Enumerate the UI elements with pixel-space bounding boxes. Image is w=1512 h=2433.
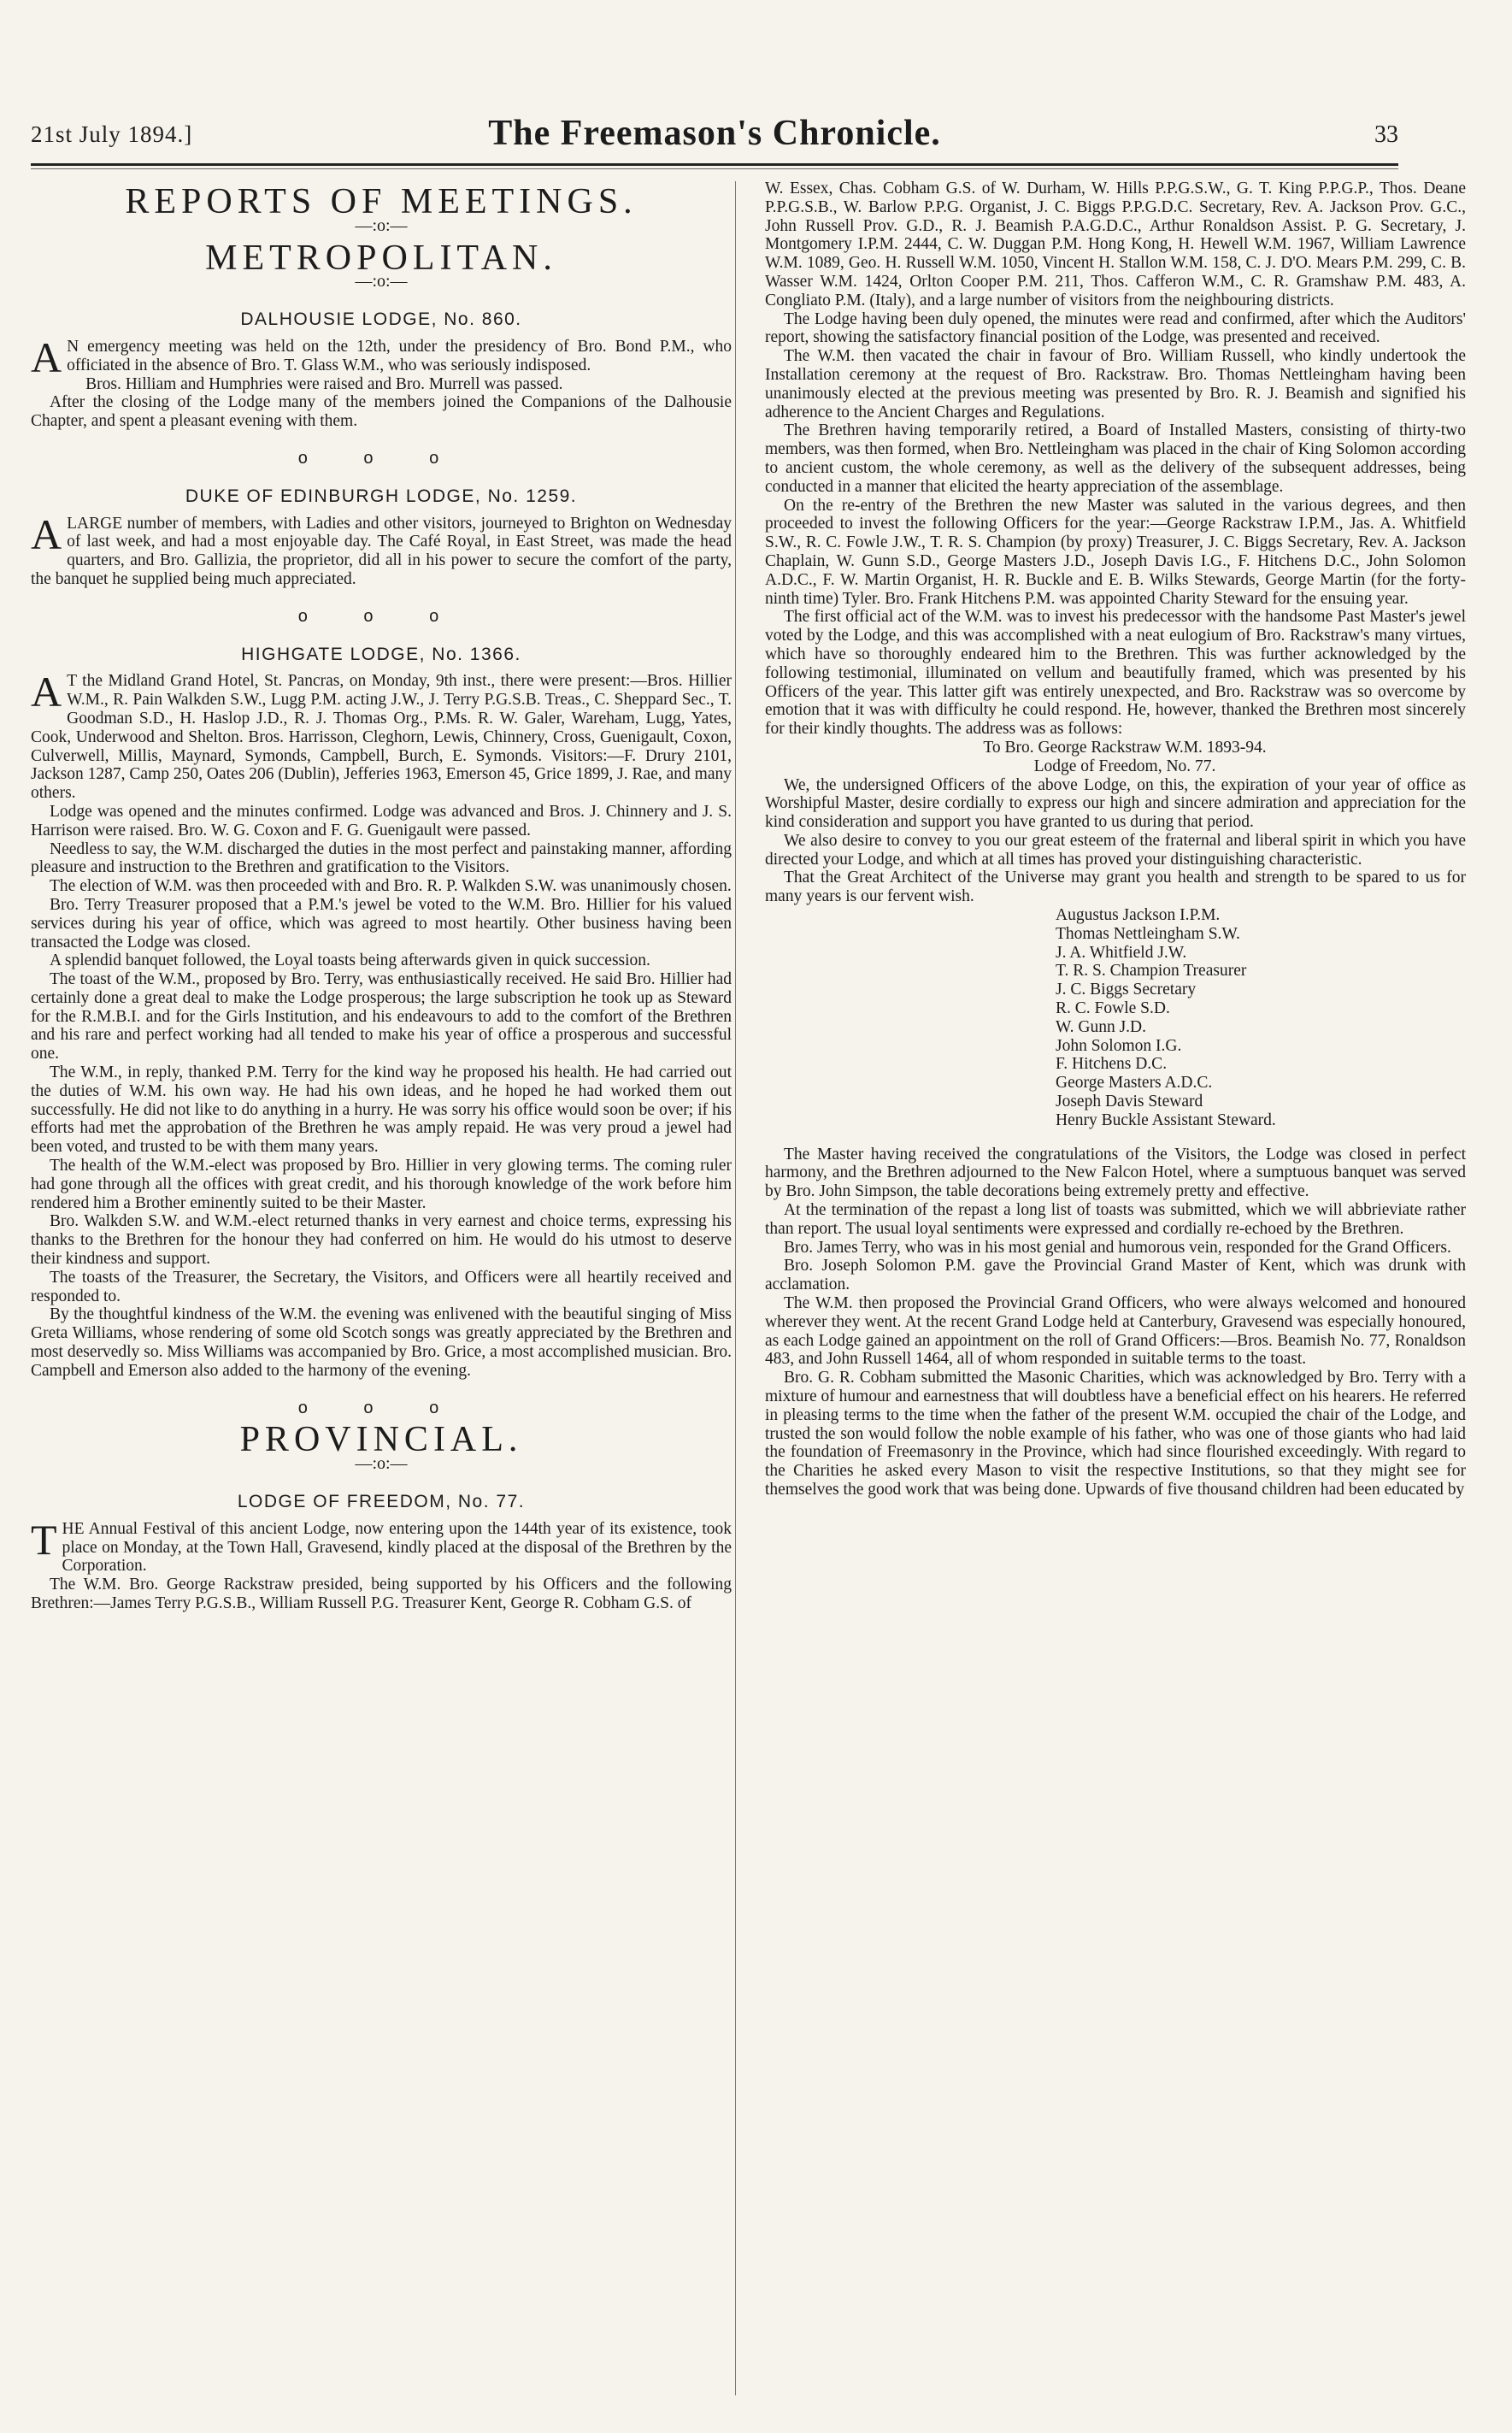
signatory: George Masters A.D.C. [1056,1074,1213,1093]
signatory: J. C. Biggs Secretary [1056,981,1197,999]
paragraph: The W.M. Bro. George Rackstraw presided, being supported by his Officers and the following Brethren:—James Terry P.G.S.B., William Russell P.G. Treasurer Kent, George R. Cobham G.S. of [31,1576,732,1612]
signatory: T. R. S. Champion Treasurer [1056,962,1247,981]
freedom-heading: LODGE OF FREEDOM, No. 77. [237,1492,526,1512]
drop-cap: T [31,1515,57,1564]
section-dots: o o o [297,448,465,468]
paragraph: The Brethren having temporarily retired, a Board of Installed Masters, consisting of thirty-two members, was then formed, when Bro. Nettleingham was placed in the chair of King Solomon according to ancient custom, the whole ceremony, as well as the delivery of the subsequent addresses, being conducted in a manner that elicited the hearty appreciation of the assemblage. [765,421,1466,496]
paragraph: The health of the W.M.-elect was proposed by Bro. Hillier in very glowing terms. The coming ruler had gone through all the offices with great credit, and his thorough knowledge of the work before him rendered him a Brother eminently suited to be their Master. [31,1157,732,1212]
paragraph: Lodge was opened and the minutes confirmed. Lodge was advanced and Bros. J. Chinnery and J. S. Harrison were raised. Bro. W. G. Coxon and F. G. Guenigault were passed. [31,802,732,839]
address-subtitle: Lodge of Freedom, No. 77. [1033,757,1216,775]
signatory: J. A. Whitfield J.W. [1056,943,1187,962]
paragraph: The toasts of the Treasurer, the Secretary, the Visitors, and Officers were all heartily received and responded to. [31,1268,732,1305]
paragraph: The election of W.M. was then proceeded with and Bro. R. P. Walkden S.W. was unanimously chosen. [50,877,732,896]
freedom-paragraph: THE Annual Festival of this ancient Lodge, now entering upon the 144th year of its existence, took place on Monday, at the Town Hall, Gravesend, kindly placed at the disposal of the Brethren by the Corporation. [31,1515,732,1576]
paragraph: At the termination of the repast a long list of toasts was submitted, which we will abbrieviate rather than report. The usual loyal sentiments were expressed and cordially re-echoed by the Brethren. [765,1201,1466,1238]
section-dots: o o o [297,606,465,626]
signatory: F. Hitchens D.C. [1056,1055,1168,1074]
address-title: To Bro. George Rackstraw W.M. 1893-94. [983,738,1267,757]
highgate-heading: HIGHGATE LODGE, No. 1366. [241,644,521,664]
paragraph: Needless to say, the W.M. discharged the duties in the most perfect and painstaking manner, affording pleasure and instruction to the Brethren and gratification to the Visitors. [31,839,732,877]
paragraph: Bro. Terry Treasurer proposed that a P.M.'s jewel be voted to the W.M. Bro. Hillier for his valued services during his year of office, which was agreed to most heartily. Other business having been transacted the Lodge was closed. [31,895,732,951]
paragraph: We, the undersigned Officers of the above Lodge, on this, the expiration of your year of office as Worshipful Master, desire cordially to express our high and sincere admiration and appreciation for the kind consideration and support you have granted to us during that period. [765,775,1466,832]
signatory: R. C. Fowle S.D. [1056,999,1170,1018]
reports-title: REPORTS OF MEETINGS. [125,182,638,221]
column-divider [735,181,736,2395]
paragraph: The Lodge having been duly opened, the minutes were read and confirmed, after which the Auditors' report, showing the satisfactory financial position of the Lodge, was presented and received. [765,309,1466,347]
drop-cap: A [31,510,62,558]
issue-date: 21st July 1894.] [31,121,193,147]
paragraph: The W.M., in reply, thanked P.M. Terry for the kind way he proposed his health. He had carried out the duties of W.M. his own way. He had his own ideas, and he hoped he had worked them out successfully. He did not like to do anything in a hurry. He was sorry his office would soon be over; if his efforts had met the approbation of the Brethren he was amply repaid. He was very proud a jewel had been voted, and trusted to be with them many years. [31,1063,732,1157]
signatory: Henry Buckle Assistant Steward. [1056,1110,1276,1129]
page-number: 33 [1374,121,1398,148]
paragraph: Bro. James Terry, who was in his most genial and humorous vein, responded for the Grand Officers. [784,1238,1451,1257]
drop-cap: A [31,668,62,716]
paragraph: Bro. Walkden S.W. and W.M.-elect returned thanks in very earnest and choice terms, expressing his thanks to the Brethren for the honour they had conferred on him. He would do his utmost to deserve their kindness and support. [31,1212,732,1269]
separator: —:o:— [355,1454,408,1474]
paragraph: We also desire to convey to you our great esteem of the fraternal and liberal spirit in which you have directed your Lodge, and which at all times has proved your distinguishing characteristic. [765,831,1466,869]
separator: —:o:— [355,215,408,235]
masthead-rule-thin [31,168,1398,169]
signatory: Joseph Davis Steward [1056,1093,1203,1111]
paragraph: Bros. Hilliam and Humphries were raised and Bro. Murrell was passed. [85,374,563,393]
signatory: John Solomon I.G. [1056,1036,1182,1055]
publication-title: The Freemason's Chronicle. [488,114,941,153]
highgate-paragraph: A T the Midland Grand Hotel, St. Pancras, on Monday, 9th inst., there were present:—Bros. Hillier W.M., R. Pain Walkden S.W., Lugg P.M. acting J.W., J. Terry P.G.S.B. Treas., C. Sheppard Sec., T. Goodman S.D., H. Haslop J.D., R. J. Thomas Org., P.Ms. R. W. Galer, Wareham, Lugg, Yates, Cook, Underwood and Shelton. Bros. Harrisson, Cleghorn, Lewis, Chinnery, Cross, Guenigault, Coxon, Culverwell, Millis, Maynard, Symonds, Campbell, Burch, E. Symonds. Visitors:—F. Drury 2101, Jackson 1287, Camp 250, Oates 206 (Dublin), Jefferies 1963, Emerson 45, Grice 1899, J. Rae, and many others. [31,668,732,803]
paragraph: Bro. G. R. Cobham submitted the Masonic Charities, which was acknowledged by Bro. Terry with a mixture of humour and earnestness that will doubtless have a beneficial effect on his hearers. He referred in pleasing terms to the time when the father of the present W.M. occupied the chair of the Lodge, and trusted the son would follow the noble example of his father, who was one of those giants who had laid the foundation of Freemasonry in the Province, which had since flourished exceedingly. With regard to the Charities he asked every Mason to visit the respective Institutions, so that they might see for themselves the good work that was being done. Upwards of five thousand children had been educated by [765,1369,1466,1499]
provincial-title: PROVINCIAL. [239,1420,523,1460]
paragraph: Bro. Joseph Solomon P.M. gave the Provincial Grand Master of Kent, which was drunk with acclamation. [765,1257,1466,1294]
right-column [765,180,1466,1499]
section-dots: o o o [297,1398,465,1417]
signatory-list [1056,906,1466,1130]
signatory: Augustus Jackson I.P.M. [1056,906,1221,925]
masthead-rule [31,163,1398,166]
signatory: Thomas Nettleingham S.W. [1056,924,1240,943]
paragraph: The toast of the W.M., proposed by Bro. Terry, was enthusiastically received. He said Bro. Hillier had certainly done a great deal to make the Lodge prosperous; the large subscription he took up as Steward for the R.M.B.I. and for the Girls Institution, and his endeavours to add to the comfort of the Brethren and his rare and perfect working had all tended to make his year of office a prosperous and successful one. [31,970,732,1063]
edinburgh-heading: DUKE OF EDINBURGH LODGE, No. 1259. [185,486,578,506]
dalhousie-heading: DALHOUSIE LODGE, No. 860. [240,309,522,330]
paragraph: The first official act of the W.M. was to invest his predecessor with the handsome Past Master's jewel voted by the Lodge, and this was accomplished with a neat eulogium of Bro. Rackstraw's many virtues, which have so thoroughly endeared him to the Brethren. This was further acknowledged by the following testimonial, illuminated on vellum and beautifully framed, which was presented by his Officers of the year. This latter gift was entirely unexpected, and Bro. Rackstraw was so overcome by emotion that it was with difficulty he could respond. He, however, thanked the Brethren most sincerely for their kindly thoughts. The address was as follows: [765,608,1466,739]
masthead [31,113,1398,164]
dalhousie-paragraph: A N emergency meeting was held on the 12th, under the presidency of Bro. Bond P.M., who officiated in the absence of Bro. T. Glass W.M., who was seriously indisposed. [31,333,732,381]
paragraph: The Master having received the congratulations of the Visitors, the Lodge was closed in perfect harmony, and the Brethren adjourned to the New Falcon Hotel, where a sumptuous banquet was served by Bro. John Simpson, the table decorations being extremely pretty and effective. [765,1145,1466,1201]
edinburgh-paragraph: ALARGE number of members, with Ladies and other visitors, journeyed to Brighton on Wednesday of last week, and had a most enjoyable day. The Café Royal, in East Street, was made the head quarters, and Bro. Gallizia, the proprietor, did all in his power to secure the comfort of the party, the banquet he supplied being much appreciated. [31,510,732,588]
left-column [31,180,732,1613]
signatory: W. Gunn J.D. [1056,1017,1146,1036]
paragraph: A splendid banquet followed, the Loyal toasts being afterwards given in quick succession. [50,951,650,970]
paragraph: The W.M. then vacated the chair in favour of Bro. William Russell, who kindly undertook the Installation ceremony at the request of Bro. Rackstraw. Bro. Thomas Nettleingham having been unanimously elected at the previous meeting was presented by Bro. R. J. Beamish and signified his adherence to the Ancient Charges and Regulations. [765,347,1466,421]
paragraph: The W.M. then proposed the Provincial Grand Officers, who were always welcomed and honoured wherever they went. At the recent Grand Lodge held at Canterbury, Gravesend was especially honoured, as each Lodge gained an appointment on the roll of Grand Officers:—Bros. Beamish No. 77, Ronaldson 483, and John Russell 1464, all of whom responded in suitable terms to the toast. [765,1294,1466,1369]
drop-cap: A [31,333,62,381]
paragraph: W. Essex, Chas. Cobham G.S. of W. Durham, W. Hills P.P.G.S.W., G. T. King P.P.G.P., Thos. Deane P.P.G.S.B., W. Barlow P.P.G. Organist, J. C. Biggs P.P.G.D.C. Secretary, Rev. A. Jackson Prov. G.C., John Russell Prov. G.D., R. J. Beamish P.A.G.D.C., Arthur Ronaldson Assist. P. G. Secretary, J. Montgomery I.P.M. 2444, C. W. Duggan P.M. Hong Kong, H. Hewell W.M. 1967, William Lawrence W.M. 1089, Geo. H. Russell W.M. 1050, Vincent H. Stallon W.M. 158, C. J. D'O. Mears P.M. 299, C. B. Wasser W.M. 1424, Orlton Cooper P.M. 211, Thos. Cafferon W.M., C. R. Gramshaw P.M. 483, A. Congliato P.M. (Italy), and a large number of visitors from the neighbouring districts. [765,180,1466,309]
paragraph: That the Great Architect of the Universe may grant you health and strength to be spared to us for many years is our fervent wish. [765,869,1466,906]
paragraph: By the thoughtful kindness of the W.M. the evening was enlivened with the beautiful singing of Miss Greta Williams, whose rendering of some old Scotch songs was greatly appreciated by the Brethren and most deservedly so. Miss Williams was accompanied by Bro. Grice, a most accomplished musician. Bro. Campbell and Emerson also added to the harmony of the evening. [31,1305,732,1380]
paragraph: After the closing of the Lodge many of the members joined the Companions of the Dalhousie Chapter, and spent a pleasant evening with them. [31,393,732,431]
separator: —:o:— [355,272,408,292]
metropolitan-title: METROPOLITAN. [205,238,557,278]
paragraph: On the re-entry of the Brethren the new Master was saluted in the various degrees, and then proceeded to invest the following Officers for the year:—George Rackstraw I.P.M., Jas. A. Whitfield S.W., R. C. Fowle J.W., T. R. S. Champion (by proxy) Treasurer, J. C. Biggs Secretary, Rev. A. Jackson Chaplain, W. Gunn S.D., George Masters J.D., Joseph Davis I.G., F. Hitchens D.C., John Solomon A.D.C., F. W. Martin Organist, H. R. Buckle and E. B. Wilks Stewards, George Martin (for the forty-ninth time) Tyler. Bro. Frank Hitchens P.M. was appointed Charity Steward for the ensuing year. [765,496,1466,608]
